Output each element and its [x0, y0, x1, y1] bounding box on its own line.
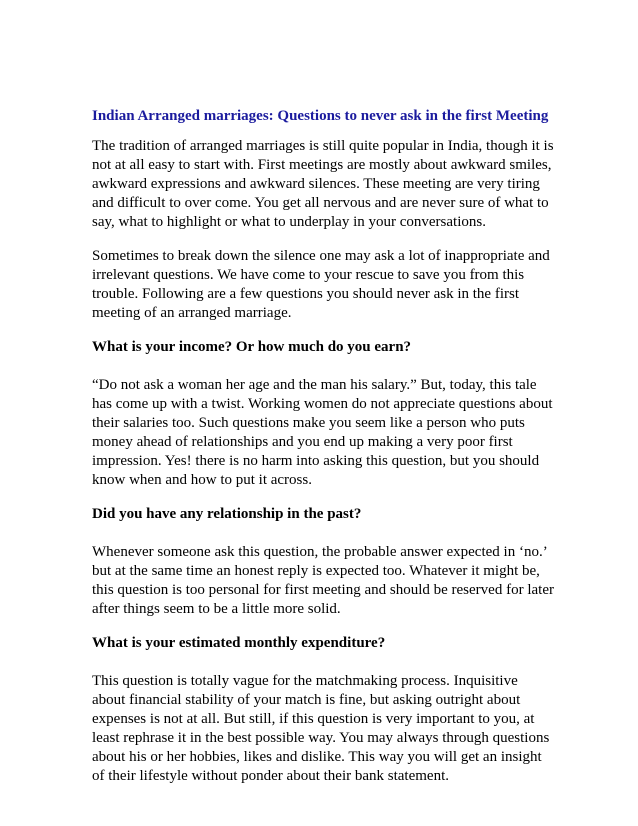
document-title: Indian Arranged marriages: Questions to never ask in the first Meeting	[92, 108, 549, 124]
text-line: Sometimes to break down the silence one may ask a lot of inappropriate and	[92, 248, 550, 264]
text-line: The tradition of arranged marriages is still quite popular in India, though it is	[92, 138, 554, 154]
section-body-income	[92, 376, 554, 490]
text-line: This question is totally vague for the matchmaking process. Inquisitive	[92, 673, 518, 689]
text-line: about his or her hobbies, likes and dislike. This way you will get an insight	[92, 749, 542, 765]
text-line: but at the same time an honest reply is expected too. Whatever it might be,	[92, 563, 540, 579]
text-line: irrelevant questions. We have come to your rescue to save you from this	[92, 267, 525, 283]
text-line: and difficult to over come. You get all nervous and are never sure of what to	[92, 195, 549, 211]
text-line: not at all easy to start with. First meetings are mostly about awkward smiles,	[92, 157, 552, 173]
text-line: about financial stability of your match is fine, but asking outright about	[92, 692, 521, 708]
section-heading-income: What is your income? Or how much do you earn?	[92, 339, 412, 355]
section-heading-relationship: Did you have any relationship in the past?	[92, 506, 362, 522]
section-body-relationship	[92, 543, 554, 619]
text-line: money ahead of relationships and you end up making a very poor first	[92, 434, 513, 450]
text-line: of their lifestyle without ponder about their bank statement.	[92, 768, 449, 784]
text-line: expenses is not at all. But still, if this question is very important to you, at	[92, 711, 535, 727]
text-line: say, what to highlight or what to underplay in your conversations.	[92, 214, 486, 230]
text-line: trouble. Following are a few questions you should never ask in the first	[92, 286, 520, 302]
text-line: meeting of an arranged marriage.	[92, 305, 292, 321]
text-line: least rephrase it in the best possible way. You may always through questions	[92, 730, 550, 746]
text-line: impression. Yes! there is no harm into asking this question, but you should	[92, 453, 540, 469]
text-line: know when and how to put it across.	[92, 472, 312, 488]
text-line: has come up with a twist. Working women do not appreciate questions about	[92, 396, 553, 412]
document-page	[92, 106, 554, 801]
intro-paragraph-2	[92, 247, 554, 323]
text-line: Whenever someone ask this question, the probable answer expected in ‘no.’	[92, 544, 548, 560]
section-heading-expenditure: What is your estimated monthly expenditure?	[92, 635, 386, 651]
text-line: this question is too personal for first meeting and should be reserved for later	[92, 582, 554, 598]
text-line: their salaries too. Such questions make you seem like a person who puts	[92, 415, 525, 431]
text-line: “Do not ask a woman her age and the man his salary.” But, today, this tale	[92, 377, 537, 393]
text-line: after things seem to be a little more solid.	[92, 601, 341, 617]
section-body-expenditure	[92, 672, 554, 786]
text-line: awkward expressions and awkward silences. These meeting are very tiring	[92, 176, 540, 192]
intro-paragraph	[92, 137, 554, 232]
